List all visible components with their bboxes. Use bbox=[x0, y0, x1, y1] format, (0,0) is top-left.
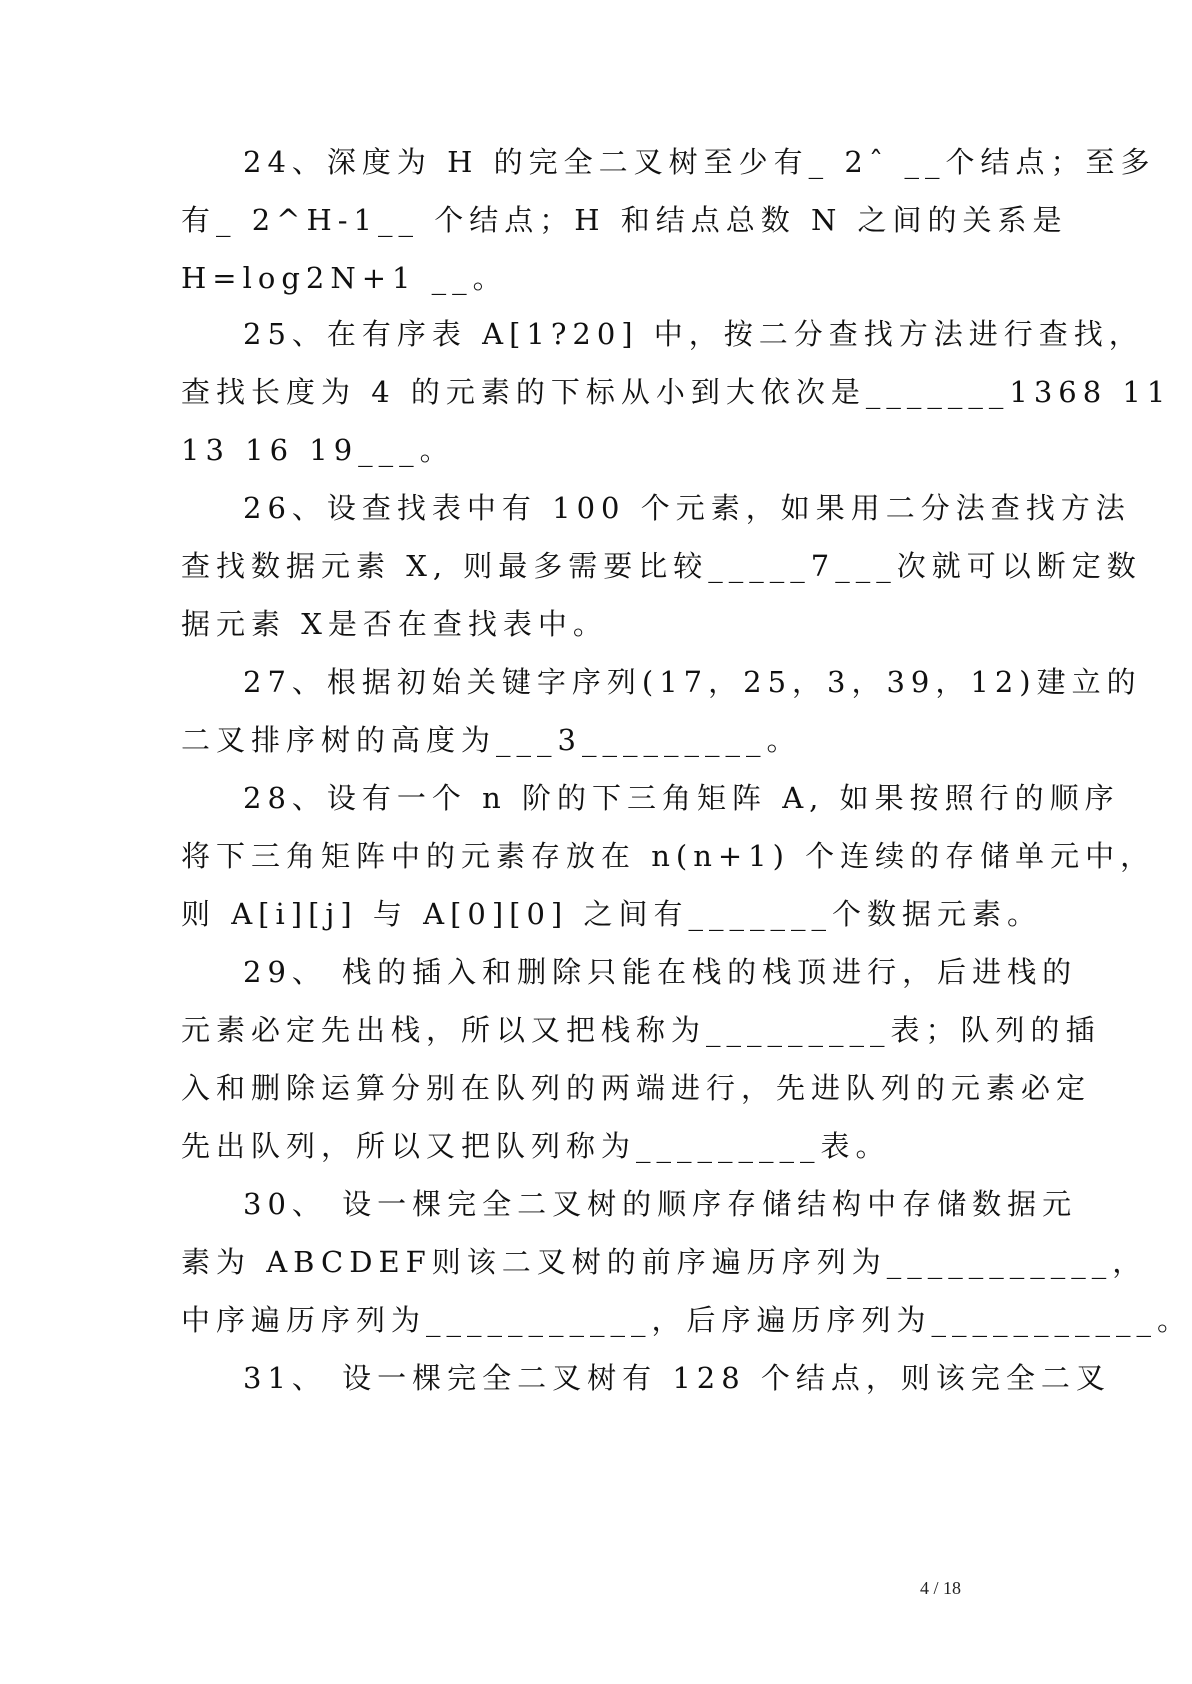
text-line: 25、在有序表 A[1?20] 中，按二分查找方法进行查找， bbox=[243, 317, 1144, 351]
text-line: 有_ 2^H-1__ 个结点；H 和结点总数 N 之间的关系是 bbox=[181, 203, 1068, 237]
text-line: 29、 栈的插入和删除只能在栈的栈顶进行，后进栈的 bbox=[243, 955, 1078, 989]
text-line: 元素必定先出栈，所以又把栈称为_________表；队列的插 bbox=[181, 1013, 1101, 1047]
text-line: 入和删除运算分别在队列的两端进行，先进队列的元素必定 bbox=[181, 1071, 1092, 1105]
text-line: 24、深度为 H 的完全二叉树至少有_ 2ˆ __个结点；至多 bbox=[243, 145, 1156, 179]
text-line: 二叉排序树的高度为___3_________。 bbox=[181, 723, 802, 757]
text-line: 将下三角矩阵中的元素存放在 n(n+1) 个连续的存储单元中， bbox=[181, 839, 1156, 873]
page-number: 4 / 18 bbox=[920, 1578, 962, 1598]
text-line: 26、设查找表中有 100 个元素，如果用二分法查找方法 bbox=[243, 491, 1131, 525]
text-line: 28、设有一个 n 阶的下三角矩阵 A, 如果按照行的顺序 bbox=[243, 781, 1120, 815]
text-line: 则 A[i][j] 与 A[0][0] 之间有_______个数据元素。 bbox=[181, 897, 1042, 931]
text-line: 先出队列，所以又把队列称为_________表。 bbox=[181, 1129, 891, 1163]
text-line: 查找数据元素 X, 则最多需要比较_____7___次就可以断定数 bbox=[181, 549, 1142, 583]
text-line: 中序遍历序列为___________，后序遍历序列为___________。 bbox=[181, 1303, 1192, 1337]
text-line: 13 16 19___。 bbox=[181, 433, 455, 467]
text-line: 据元素 X是否在查找表中。 bbox=[181, 607, 608, 641]
text-line: 31、 设一棵完全二叉树有 128 个结点，则该完全二叉 bbox=[243, 1361, 1111, 1395]
text-line: H=log2N+1 __。 bbox=[181, 261, 508, 295]
text-line: 30、 设一棵完全二叉树的顺序存储结构中存储数据元 bbox=[243, 1187, 1078, 1221]
text-line: 查找长度为 4 的元素的下标从小到大依次是_______1368 11 bbox=[181, 375, 1172, 409]
text-line: 27、根据初始关键字序列(17，25，3，39，12)建立的 bbox=[243, 665, 1142, 699]
text-line: 素为 ABCDEF则该二叉树的前序遍历序列为___________， bbox=[181, 1245, 1148, 1279]
